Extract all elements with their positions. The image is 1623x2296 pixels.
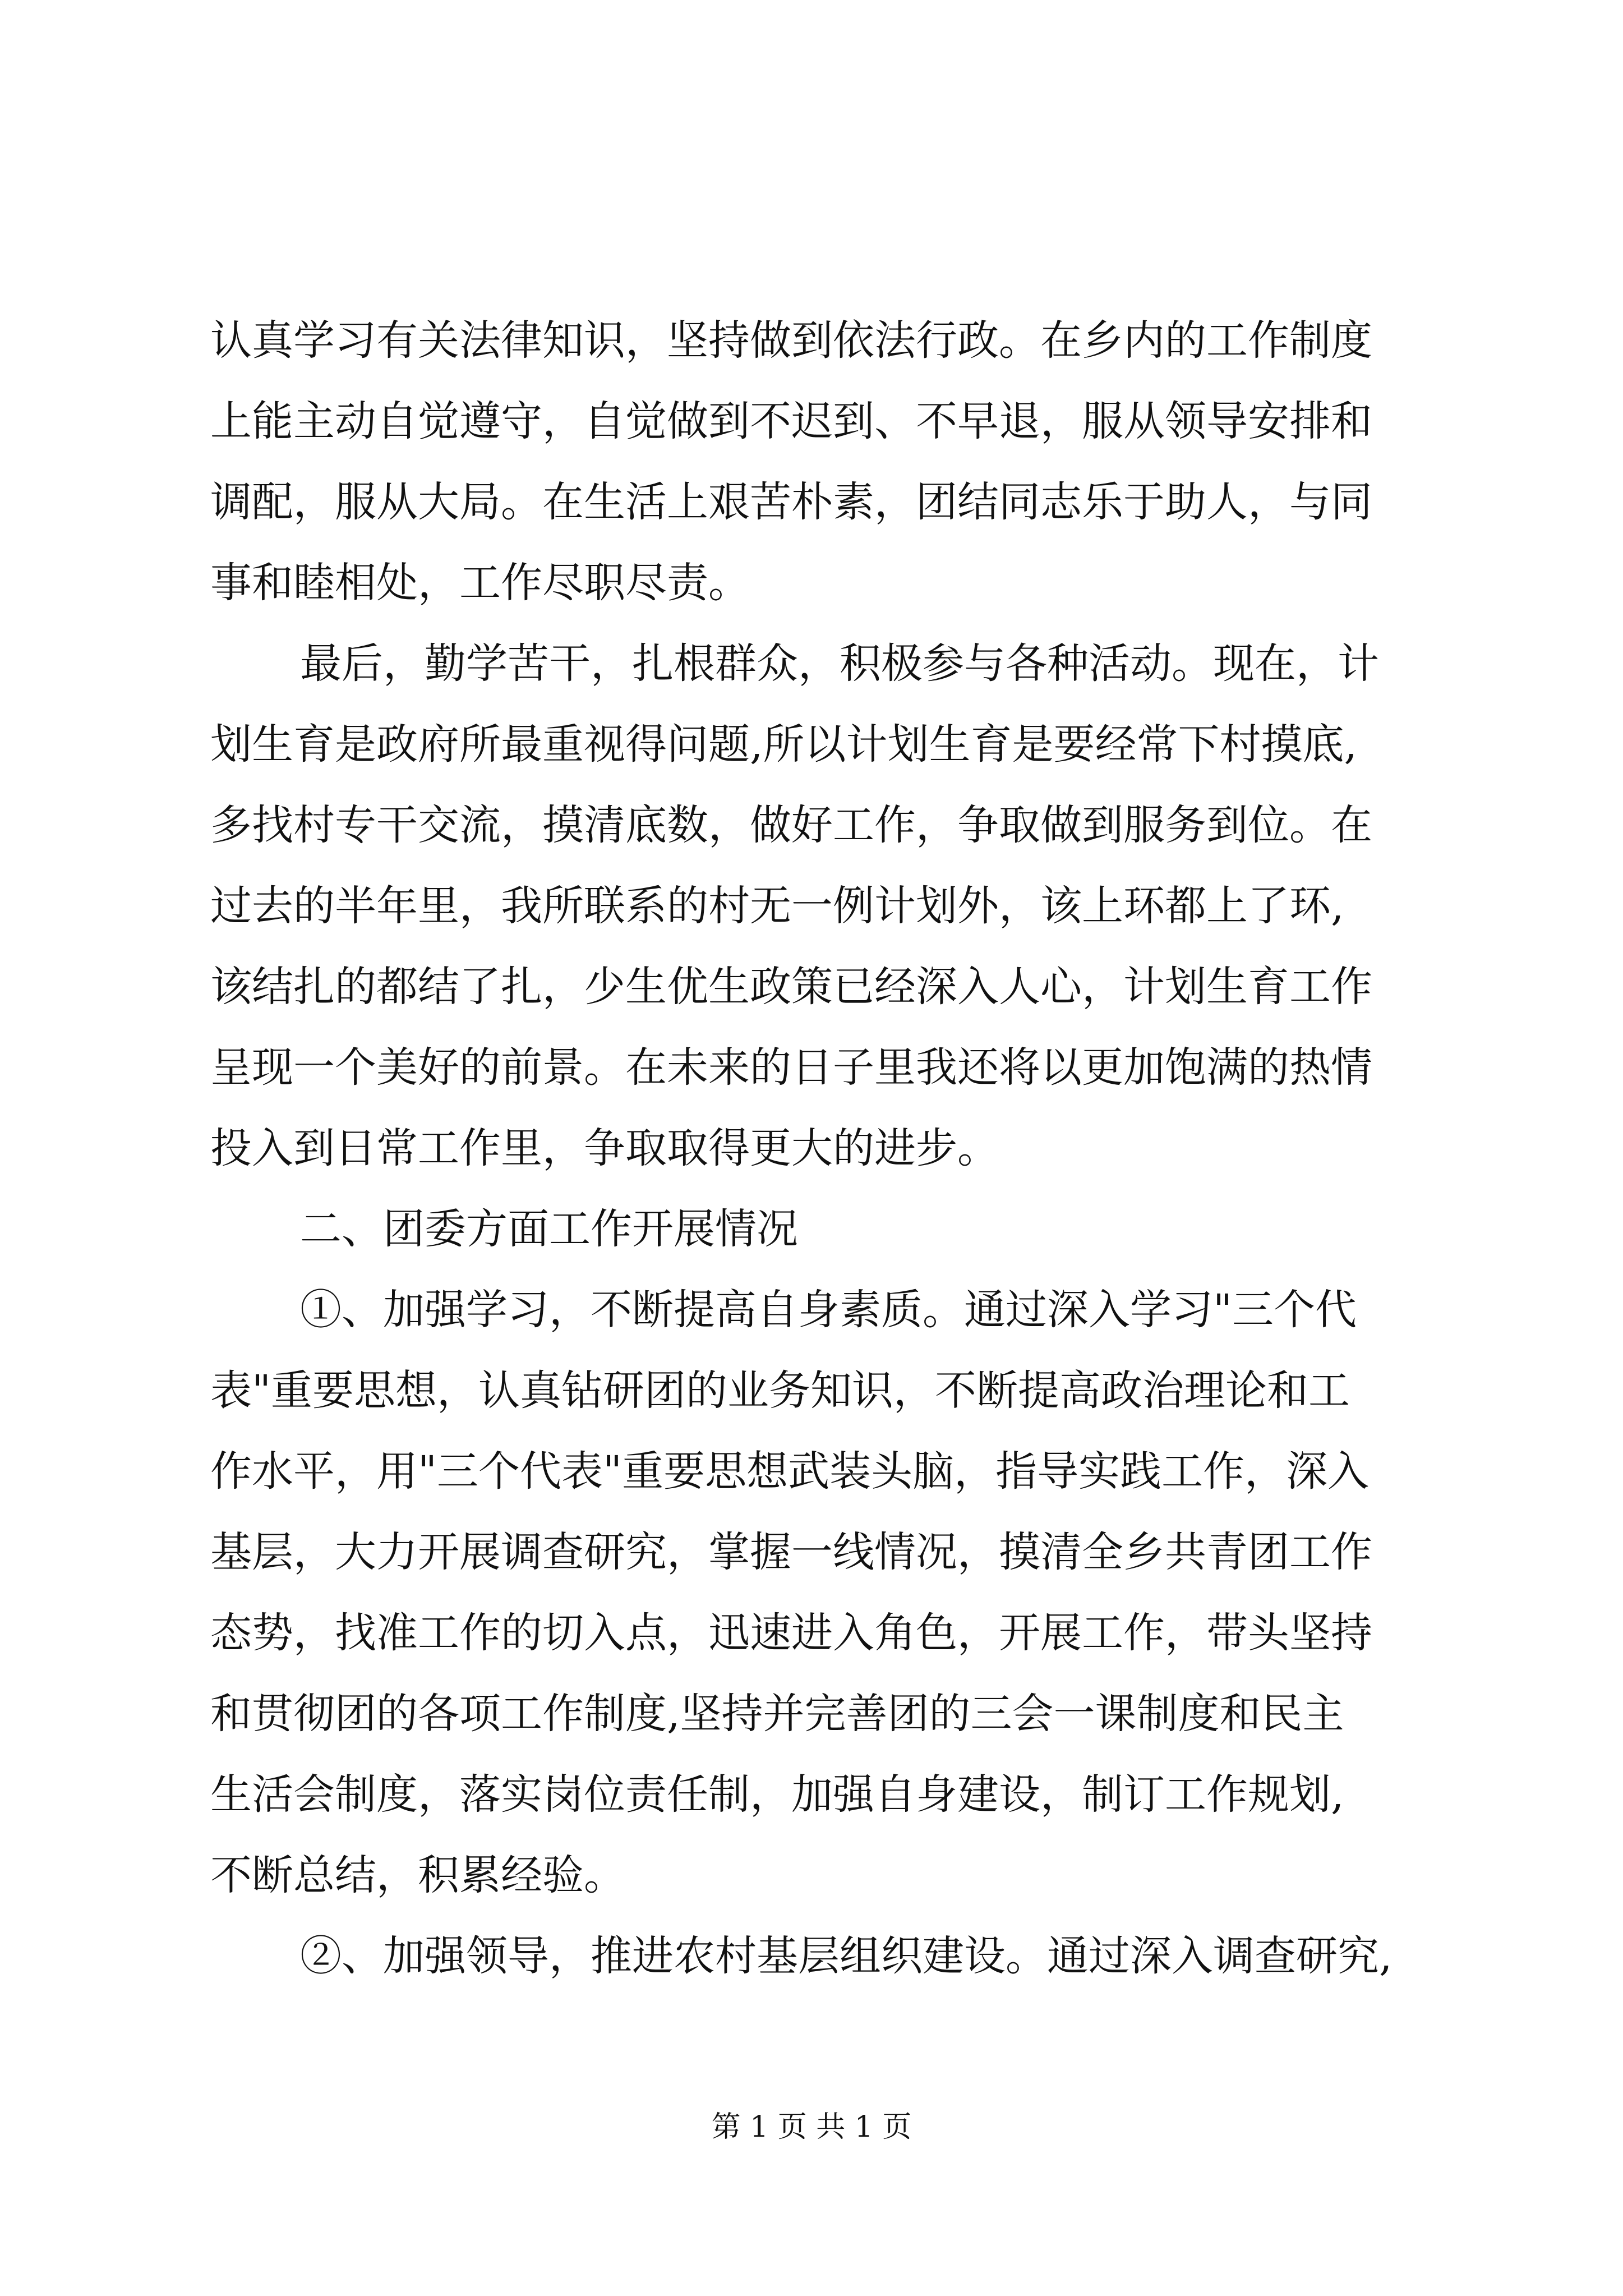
text-line: 过去的半年里，我所联系的村无一例计划外，该上环都上了环,	[210, 882, 1344, 930]
text-line: 调配，服从大局。在生活上艰苦朴素，团结同志乐于助人，与同	[210, 478, 1372, 526]
text-line: 投入到日常工作里，争取取得更大的进步。	[210, 1124, 999, 1172]
text-line: 不断总结，积累经验。	[210, 1851, 625, 1899]
text-line: 事和睦相处，工作尽职尽责。	[210, 559, 750, 607]
document-body	[210, 300, 1422, 1996]
text-line: 态势，找准工作的切入点，迅速进入角色，开展工作，带头坚持	[210, 1609, 1372, 1657]
paragraph-start-line: ②、加强领导，推进农村基层组织建设。通过深入调查研究,	[300, 1932, 1393, 1980]
text-line: 多找村专干交流，摸清底数，做好工作，争取做到服务到位。在	[210, 801, 1372, 849]
page-number-label: 第 1 页 共 1 页	[711, 2110, 912, 2144]
text-line: 基层，大力开展调查研究，掌握一线情况，摸清全乡共青团工作	[210, 1528, 1372, 1576]
text-line: 和贯彻团的各项工作制度,坚持并完善团的三会一课制度和民主	[210, 1690, 1344, 1738]
section-heading: 二、团委方面工作开展情况	[300, 1205, 798, 1253]
paragraph-start-line: ①、加强学习，不断提高自身素质。通过深入学习"三个代	[300, 1286, 1357, 1334]
page-footer	[0, 2105, 1623, 2150]
text-line: 作水平，用"三个代表"重要思想武装头脑，指导实践工作，深入	[210, 1447, 1370, 1496]
text-line: 呈现一个美好的前景。在未来的日子里我还将以更加饱满的热情	[210, 1043, 1372, 1092]
text-line: 该结扎的都结了扎，少生优生政策已经深入人心，计划生育工作	[210, 963, 1372, 1011]
text-line: 表"重要思想，认真钻研团的业务知识，不断提高政治理论和工	[210, 1366, 1350, 1415]
text-line: 划生育是政府所最重视得问题,所以计划生育是要经常下村摸底,	[210, 720, 1358, 769]
text-line: 生活会制度，落实岗位责任制，加强自身建设，制订工作规划,	[210, 1770, 1344, 1819]
text-line: 上能主动自觉遵守，自觉做到不迟到、不早退，服从领导安排和	[210, 397, 1372, 445]
text-line: 认真学习有关法律知识，坚持做到依法行政。在乡内的工作制度	[210, 316, 1372, 365]
paragraph-start-line: 最后，勤学苦干，扎根群众，积极参与各种活动。现在，计	[300, 639, 1379, 688]
